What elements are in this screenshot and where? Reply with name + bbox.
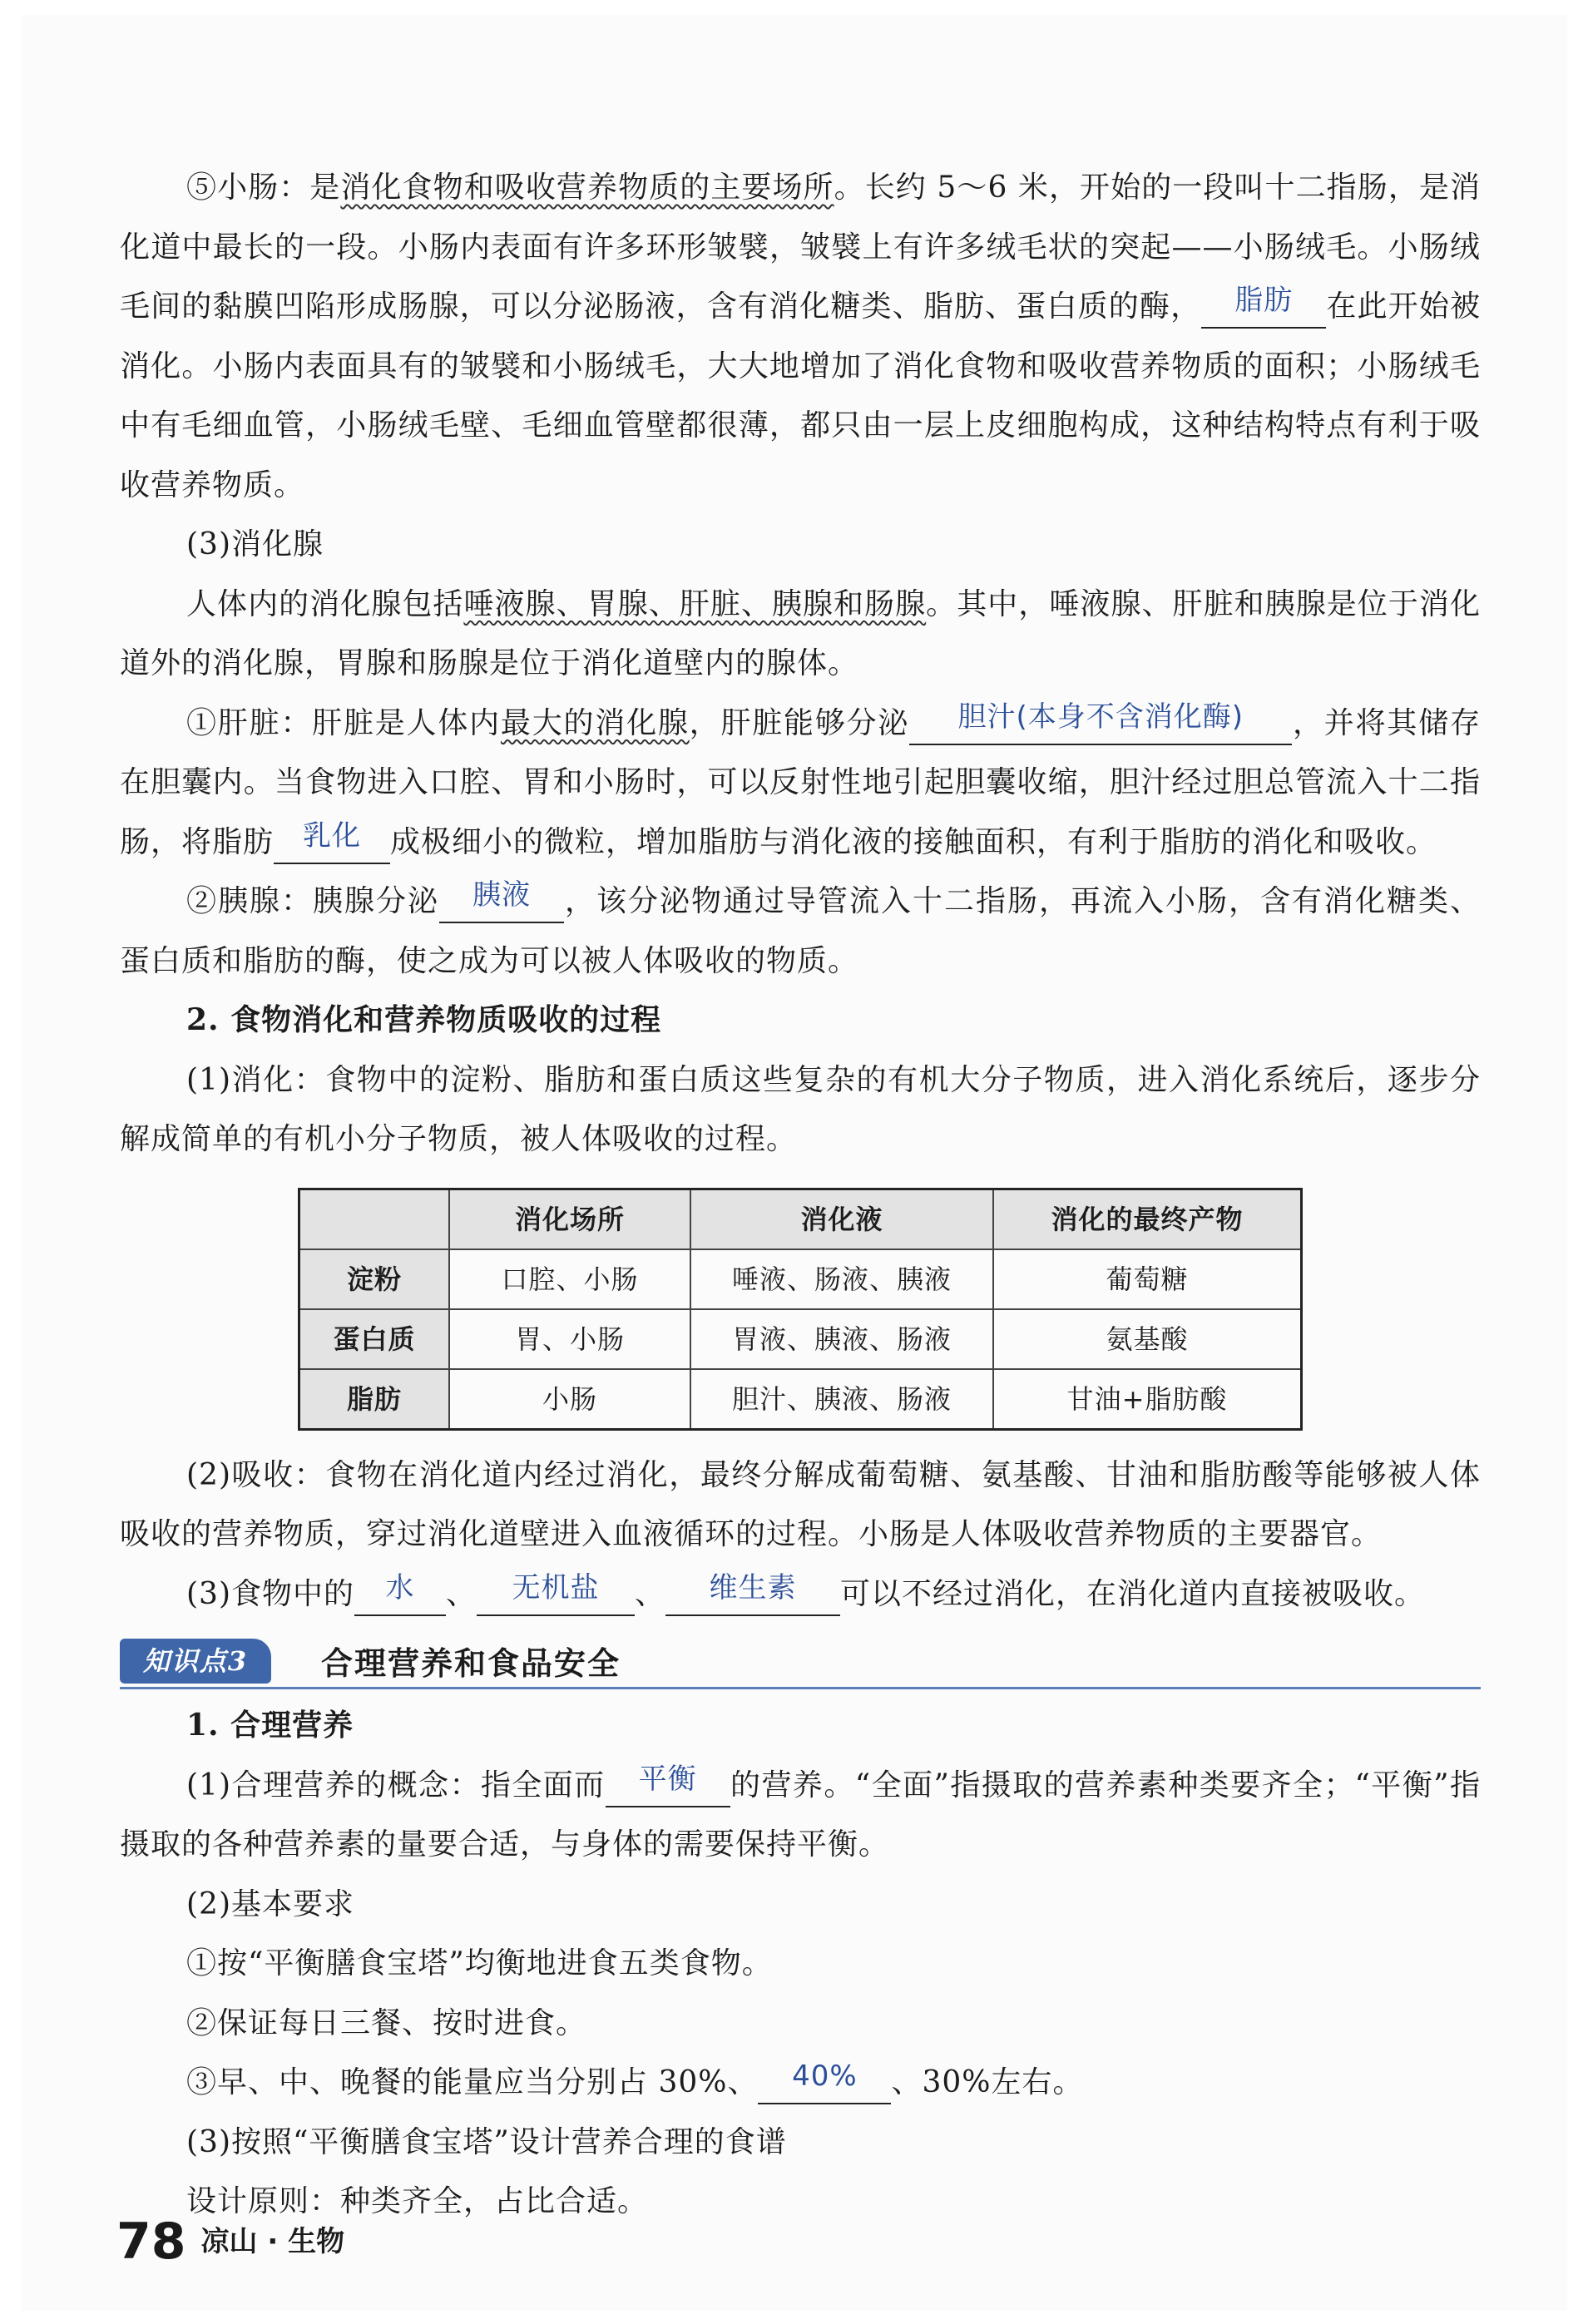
answer-blank[interactable]: [1201, 284, 1326, 329]
table-header-cell: 消化场所: [449, 1189, 690, 1249]
table-header-cell: 消化液: [690, 1189, 993, 1249]
glands-paragraph: [120, 575, 1481, 694]
text-run: ②胰腺：胰腺分泌: [186, 884, 439, 918]
handwritten-answer: 胰液: [472, 878, 531, 912]
answer-blank[interactable]: [274, 818, 390, 864]
text-run: 、: [635, 1576, 666, 1611]
answer-blank[interactable]: [606, 1762, 730, 1807]
text-run: 人体内的消化腺包括: [186, 586, 464, 621]
emphasis-wavy: 最大的消化腺: [500, 705, 690, 740]
text-run: ⑤小肠：是: [186, 171, 341, 205]
text-run: ，并将其储存在胆囊内。当食物进入口腔、胃和小肠时，可以反射性地引起胆囊收缩，胆汁经过胆总管流入十二指肠，将脂肪: [120, 705, 1481, 859]
text-run: (1)合理营养的概念：指全面而: [186, 1768, 606, 1802]
requirement-item: ①按“平衡膳食宝塔”均衡地进食五类食物。: [186, 1946, 773, 1980]
table-row: [299, 1369, 1302, 1430]
glands-heading: (3)消化腺: [186, 527, 324, 561]
emphasis-wavy: 唾液腺、胃腺、肝脏、胰腺和肠腺: [463, 586, 927, 621]
absorption-paragraph: (2)吸收：食物在消化道内经过消化，最终分解成葡萄糖、氨基酸、甘油和脂肪酸等能够被人体吸收的营养物质，穿过消化道壁进入血液循环的过程。小肠是人体吸收营养物质的主要器官。: [120, 1457, 1481, 1551]
requirement-item: ②保证每日三餐、按时进食。: [186, 2005, 587, 2040]
table-row: [299, 1309, 1302, 1369]
table-header-cell: [299, 1189, 450, 1249]
page-footer: [116, 2213, 344, 2271]
text-run: 、30%左右。: [891, 2065, 1084, 2099]
table-cell: 氨基酸: [993, 1309, 1302, 1369]
direct-absorption-paragraph: [120, 1565, 1481, 1624]
table-row: [299, 1249, 1302, 1309]
handwritten-answer: 40%: [792, 2059, 858, 2093]
handwritten-answer: 乳化: [303, 818, 362, 853]
handwritten-answer: 维生素: [709, 1570, 797, 1605]
answer-blank[interactable]: [354, 1570, 446, 1616]
text-run: ，该分泌物通过导管流入十二指肠，再流入小肠，含有消化糖类、蛋白质和脂肪的酶，使之成为可以被人体吸收的物质。: [120, 884, 1481, 978]
handwritten-answer: 水: [385, 1570, 415, 1605]
table-header-cell: 消化的最终产物: [993, 1189, 1302, 1249]
handwritten-answer: 脂肪: [1234, 284, 1294, 317]
table-cell: 胃液、胰液、肠液: [690, 1309, 993, 1369]
table-row-head: 蛋白质: [299, 1309, 450, 1369]
answer-blank[interactable]: [758, 2059, 891, 2104]
table-row-head: 淀粉: [299, 1249, 450, 1309]
text-run: 可以不经过消化，在消化道内直接被吸收。: [840, 1576, 1426, 1611]
design-heading: (3)按照“平衡膳食宝塔”设计营养合理的食谱: [186, 2124, 787, 2159]
answer-blank[interactable]: [665, 1570, 840, 1616]
book-title: 凉山 · 生物: [200, 2225, 345, 2258]
text-run: ③早、中、晚餐的能量应当分别占 30%、: [186, 2065, 759, 2099]
text-run: 、: [446, 1576, 477, 1611]
digestion-table: [298, 1188, 1303, 1431]
section-header: [120, 1634, 1481, 1689]
page-number: 78: [116, 2213, 186, 2271]
requirement-item: [120, 2053, 1481, 2113]
digestion-paragraph: (1)消化：食物中的淀粉、脂肪和蛋白质这些复杂的有机大分子物质，进入消化系统后，逐步分解成简单的有机小分子物质，被人体吸收的过程。: [120, 1062, 1481, 1156]
liver-paragraph: [120, 694, 1481, 873]
handwritten-answer: 胆汁(本身不含消化酶): [957, 700, 1244, 734]
pancreas-paragraph: [120, 872, 1481, 991]
nutrition-heading: 1. 合理营养: [186, 1708, 354, 1743]
answer-blank[interactable]: [477, 1570, 635, 1616]
table-cell: 胃、小肠: [449, 1309, 690, 1369]
answer-blank[interactable]: [909, 700, 1292, 745]
table-cell: 葡萄糖: [993, 1249, 1302, 1309]
text-run: 在此开始被消化。小肠内表面具有的皱襞和小肠绒毛，大大地增加了消化食物和吸收营养物质的面积；小肠绒毛中有毛细血管，小肠绒毛壁、毛细血管壁都很薄，都只由一层上皮细胞构成，这种结构特点有利于吸收营养物质。: [120, 289, 1481, 502]
page-content: [120, 158, 1481, 2232]
handwritten-answer: 无机盐: [512, 1570, 600, 1605]
table-cell: 口腔、小肠: [449, 1249, 690, 1309]
answer-blank[interactable]: [439, 878, 564, 923]
emphasis-wavy: 消化食物和吸收营养物质的主要场所: [340, 171, 834, 205]
table-cell: 小肠: [449, 1369, 690, 1430]
table-row-head: 脂肪: [299, 1369, 450, 1430]
text-run: 成极细小的微粒，增加脂肪与消化液的接触面积，有利于脂肪的消化和吸收。: [390, 824, 1437, 859]
concept-paragraph: [120, 1756, 1481, 1875]
text-run: ，肝脏能够分泌: [689, 705, 910, 740]
text-run: 。长约 5～6 米，开始的一段叫十二指肠，是消化道中最长的一段。小肠内表面有许多环形皱襞，皱襞上有许多绒毛状的突起——小肠绒毛。小肠绒毛间的黏膜凹陷形成肠腺，可以分泌肠液，含有消化糖类、脂肪、蛋白质的酶，: [120, 171, 1481, 324]
process-heading: 2. 食物消化和营养物质吸收的过程: [186, 1002, 662, 1037]
design-principle: 设计原则：种类齐全，占比合适。: [186, 2184, 649, 2218]
text-run: (3)食物中的: [186, 1576, 354, 1611]
table-cell: 唾液、肠液、胰液: [690, 1249, 993, 1309]
text-run: ①肝脏：肝脏是人体内: [186, 705, 501, 740]
basic-requirements-heading: (2)基本要求: [186, 1886, 354, 1921]
small-intestine-paragraph: [120, 158, 1481, 515]
table-cell: 甘油+脂肪酸: [993, 1369, 1302, 1430]
text-run: 。其中，唾液腺、肝脏和胰腺是位于消化道外的消化腺，胃腺和肠腺是位于消化道壁内的腺体。: [120, 586, 1481, 680]
table-cell: 胆汁、胰液、肠液: [690, 1369, 993, 1430]
knowledge-point-badge: 知识点3: [120, 1639, 271, 1684]
handwritten-answer: 平衡: [638, 1762, 697, 1796]
text-run: 的营养。“全面”指摄取的营养素种类要齐全；“平衡”指摄取的各种营养素的量要合适，与身体的需要保持平衡。: [120, 1768, 1481, 1862]
table-header-row: [299, 1189, 1302, 1249]
section-title: 合理营养和食品安全: [321, 1645, 621, 1682]
